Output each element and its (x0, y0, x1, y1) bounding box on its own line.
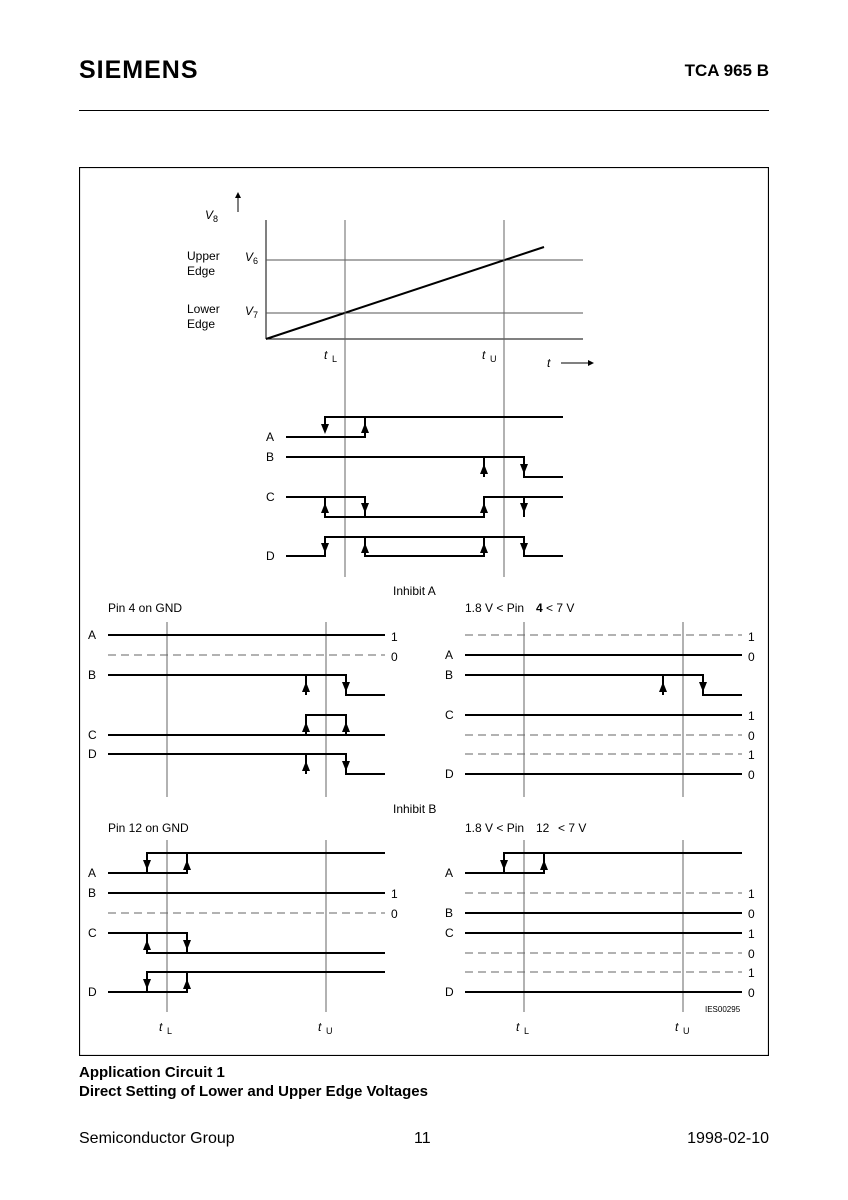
inhibit-b-right-title-prefix: 1.8 V < Pin (465, 821, 525, 835)
inhibit-a-left-title: Pin 4 on GND (108, 601, 183, 615)
ia-left-level-0: 0 (391, 650, 398, 664)
bottom-tl-left: t (159, 1020, 163, 1034)
arrow-down (321, 543, 329, 553)
footer-page-number: 11 (414, 1130, 431, 1147)
ia-left-label-c: C (88, 728, 97, 742)
ib-right-level: 1 (748, 887, 755, 901)
ib-left-label-b: B (88, 886, 97, 900)
arrow-up (480, 503, 488, 513)
header-rule (79, 110, 769, 111)
inhibit-a-title: Inhibit A (393, 584, 436, 598)
ia-right-label-a: A (445, 648, 454, 662)
tl-label: t (324, 348, 328, 362)
ib-left-label-c: C (88, 926, 97, 940)
ib-left-level-0: 0 (391, 907, 398, 921)
ib-left-label-a: A (88, 866, 97, 880)
bottom-tu-left-sub: U (326, 1026, 333, 1036)
arrow-down (500, 860, 508, 870)
arrow-up (361, 423, 369, 433)
bottom-tl-left-sub: L (167, 1026, 173, 1036)
ia-right-level: 0 (748, 729, 755, 743)
tu-label: t (482, 348, 486, 362)
v7-sub: 7 (253, 310, 259, 320)
tu-sub: U (490, 354, 497, 364)
main-waveforms (286, 417, 563, 556)
caption-subtitle: Direct Setting of Lower and Upper Edge Voltages (79, 1083, 428, 1100)
bottom-tu-right: t (675, 1020, 679, 1034)
footer-company: Semiconductor Group (79, 1130, 235, 1147)
timing-diagram (79, 167, 769, 1056)
t-axis-label: t (547, 356, 551, 370)
arrow-down (342, 761, 350, 771)
ia-right-level: 1 (748, 748, 755, 762)
main-label-a: A (266, 430, 275, 444)
arrow-down (143, 860, 151, 870)
upper-edge-label-1: Upper (187, 249, 220, 263)
ia-right-level: 1 (748, 630, 755, 644)
y-axis-label: V (205, 208, 214, 222)
ib-right-level: 0 (748, 907, 755, 921)
ia-left-label-a: A (88, 628, 97, 642)
ia-right-label-d: D (445, 767, 454, 781)
bottom-tu-left: t (318, 1020, 322, 1034)
ia-right-label-c: C (445, 708, 454, 722)
timing-diagram-figure (79, 167, 769, 1056)
arrow-up (659, 682, 667, 692)
arrow-up (302, 682, 310, 692)
ib-left-level-1: 1 (391, 887, 398, 901)
arrow-down (183, 940, 191, 950)
ib-right-level: 1 (748, 927, 755, 941)
siemens-logo: SIEMENS (79, 56, 199, 84)
inhibit-b-title: Inhibit B (393, 802, 437, 816)
ia-right-level: 0 (748, 768, 755, 782)
main-arrows (321, 423, 528, 553)
lower-edge-label-2: Edge (187, 317, 216, 331)
waveform-c (286, 497, 563, 517)
ib-left-label-d: D (88, 985, 97, 999)
arrow-up (480, 543, 488, 553)
footer-date: 1998-02-10 (687, 1130, 769, 1147)
arrow-up (302, 722, 310, 732)
upper-edge-label-2: Edge (187, 264, 216, 278)
arrow-up (143, 940, 151, 950)
ib-right-level: 0 (748, 986, 755, 1000)
arrow-down (342, 682, 350, 692)
v7-label: V (245, 304, 254, 318)
v6-label: V (245, 250, 254, 264)
main-label-d: D (266, 549, 275, 563)
y-axis-sub: 8 (213, 214, 219, 224)
inhibit-b-left-title: Pin 12 on GND (108, 821, 189, 835)
ia-left-level-1: 1 (391, 630, 398, 644)
caption-title: Application Circuit 1 (79, 1064, 225, 1081)
inhibit-a-right-title-suffix: < 7 V (546, 601, 575, 615)
ia-right-label-b: B (445, 668, 454, 682)
ia-left-label-d: D (88, 747, 97, 761)
arrow-up (361, 543, 369, 553)
voltage-ramp-graph (187, 195, 591, 370)
v6-sub: 6 (253, 256, 259, 266)
arrow-down (321, 424, 329, 434)
ia-right-level: 0 (748, 650, 755, 664)
inhibit-b-right-title-suffix: < 7 V (558, 821, 587, 835)
ib-right-label-c: C (445, 926, 454, 940)
ia-right-level: 1 (748, 709, 755, 723)
figure-frame (80, 168, 769, 1056)
main-label-c: C (266, 490, 275, 504)
arrow-up (321, 503, 329, 513)
arrow-down (361, 503, 369, 513)
part-number: TCA 965 B (684, 61, 769, 80)
arrow-up (480, 464, 488, 474)
ia-left-label-b: B (88, 668, 97, 682)
tl-sub: L (332, 354, 338, 364)
arrow-down (699, 682, 707, 692)
ib-right-label-a: A (445, 866, 454, 880)
waveform-d-hyst (325, 537, 484, 556)
arrow-up (183, 979, 191, 989)
ib-right-level: 0 (748, 947, 755, 961)
ib-right-label-b: B (445, 906, 454, 920)
arrow-down (520, 464, 528, 474)
arrow-down (520, 543, 528, 553)
figure-code: IES00295 (705, 1005, 741, 1014)
main-label-b: B (266, 450, 275, 464)
arrow-up (342, 722, 350, 732)
ib-right-label-d: D (445, 985, 454, 999)
arrow-up (183, 860, 191, 870)
inhibit-a-right-title-pin: 4 (536, 601, 543, 615)
arrow-down (520, 503, 528, 513)
bottom-tu-right-sub: U (683, 1026, 690, 1036)
arrow-up (302, 761, 310, 771)
bottom-tl-right-sub: L (524, 1026, 530, 1036)
v8-ramp-line (266, 247, 544, 339)
inhibit-a-right-title-prefix: 1.8 V < Pin (465, 601, 525, 615)
ib-right-level: 1 (748, 966, 755, 980)
arrow-down (143, 979, 151, 989)
waveform-a (325, 417, 563, 429)
inhibit-b-right-title-pin: 12 (536, 821, 550, 835)
lower-edge-label-1: Lower (187, 302, 220, 316)
bottom-tl-right: t (516, 1020, 520, 1034)
arrow-up (540, 860, 548, 870)
